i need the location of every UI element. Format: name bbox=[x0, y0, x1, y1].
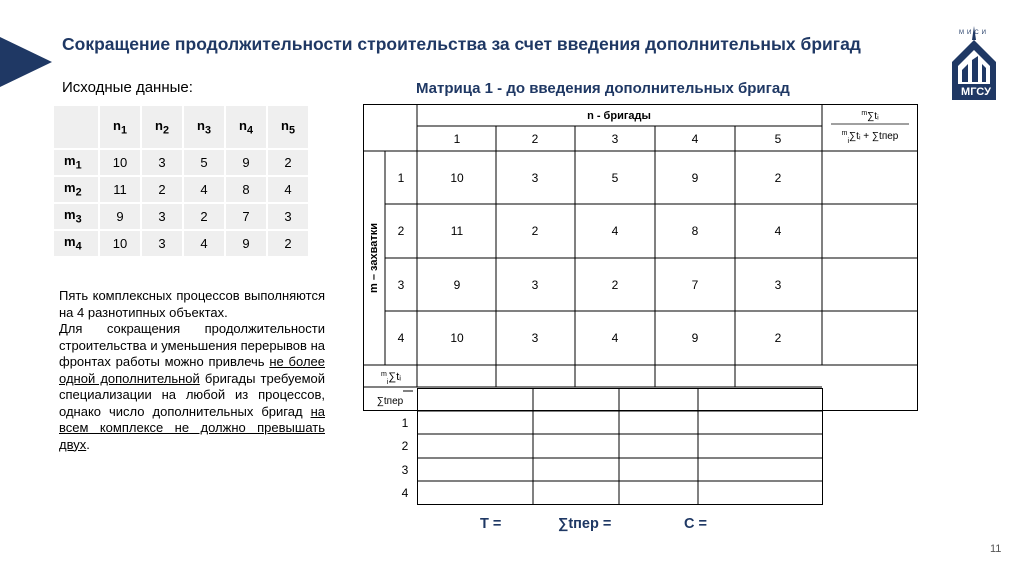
cell: 10 bbox=[100, 150, 140, 175]
matrix-cell: 10 bbox=[450, 171, 464, 185]
matrix-cell: 2 bbox=[611, 278, 619, 292]
cell: 4 bbox=[268, 177, 308, 202]
cell: 2 bbox=[142, 177, 182, 202]
slide-title: Сокращение продолжительности строительства за счет введения дополнительных бригад bbox=[62, 34, 861, 54]
cell: 3 bbox=[142, 204, 182, 229]
matrix-title: Матрица 1 - до введения дополнительных бригад bbox=[416, 80, 790, 97]
underlined-constraint-1: не более одной дополнительной bbox=[59, 354, 325, 386]
cell: 4 bbox=[184, 231, 224, 256]
cell: 9 bbox=[100, 204, 140, 229]
table-row bbox=[54, 150, 308, 175]
extra-row-number: 1 bbox=[401, 416, 409, 430]
task-description bbox=[59, 288, 325, 453]
cell: 5 bbox=[184, 150, 224, 175]
col-header-n4: $n_4$ bbox=[226, 106, 266, 148]
row-axis-label: m – захватки bbox=[368, 223, 380, 293]
matrix-col-number: 4 bbox=[691, 132, 699, 146]
matrix-row-number: 3 bbox=[397, 278, 405, 292]
source-data-heading: Исходные данные: bbox=[62, 79, 193, 96]
matrix-col-number: 2 bbox=[531, 132, 539, 146]
description-paragraph-1: Пять комплексных процессов выполняются на 4 разнотипных объектах. bbox=[59, 288, 325, 320]
description-paragraph-2: Для сокращения продолжительности строительства и уменьшения перерывов на фронтах работы можно привлечь не более одной дополнительной бригады требуемой специализации на любой из процессов, однако число дополнительных бригад на всем комплексе не должно превышать двух. bbox=[59, 321, 325, 452]
matrix-cell: 2 bbox=[774, 331, 782, 345]
source-table-corner bbox=[54, 106, 98, 148]
table-row bbox=[54, 177, 308, 202]
table-row bbox=[54, 231, 308, 256]
cell: 4 bbox=[184, 177, 224, 202]
matrix-col-number: 5 bbox=[774, 132, 782, 146]
matrix-col-numbers bbox=[454, 132, 782, 146]
matrix-header-label: n - бригады bbox=[587, 110, 651, 122]
cell: 8 bbox=[226, 177, 266, 202]
matrix-cell: 10 bbox=[450, 331, 464, 345]
logo-caption: МГСУ bbox=[961, 86, 991, 98]
source-data-table bbox=[52, 104, 310, 258]
cell: 2 bbox=[184, 204, 224, 229]
col-header-n3: $n_3$ bbox=[184, 106, 224, 148]
matrix-row-number: 2 bbox=[397, 224, 405, 238]
page-number: 11 bbox=[990, 543, 1002, 555]
cell: 2 bbox=[268, 150, 308, 175]
svg-text:m∑tᵢ: $^m$∑tᵢ bbox=[861, 110, 879, 122]
matrix-cell: 3 bbox=[531, 278, 539, 292]
underlined-constraint-2: на всем комплексе не должно превышать двух bbox=[59, 403, 325, 452]
cell: 7 bbox=[226, 204, 266, 229]
ratio-formula bbox=[831, 110, 909, 145]
matrix-1 bbox=[363, 104, 918, 411]
matrix-cell: 3 bbox=[531, 171, 539, 185]
cell: 2 bbox=[268, 231, 308, 256]
matrix-cell: 3 bbox=[531, 331, 539, 345]
col-header-n1: $n_1$ bbox=[100, 106, 140, 148]
cell: 9 bbox=[226, 231, 266, 256]
matrix-cell: 7 bbox=[691, 278, 699, 292]
matrix-cell: 4 bbox=[611, 224, 619, 238]
sum-breaks-label: ∑tпер = bbox=[558, 516, 612, 532]
extra-row-number: 4 bbox=[401, 486, 409, 500]
total-duration-label: T = bbox=[480, 516, 502, 532]
row-header-m4: $m_4$ bbox=[54, 231, 98, 256]
row-header-m2: $m_2$ bbox=[54, 177, 98, 202]
matrix-cell: 3 bbox=[774, 278, 782, 292]
matrix-row-number: 1 bbox=[397, 171, 405, 185]
col-header-n2: $n_2$ bbox=[142, 106, 182, 148]
matrix-cell: 8 bbox=[691, 224, 699, 238]
matrix-cell: 5 bbox=[611, 171, 619, 185]
cell: 10 bbox=[100, 231, 140, 256]
extra-row-number: 2 bbox=[401, 439, 409, 453]
matrix-cell: 9 bbox=[691, 331, 699, 345]
row-header-m1: $m_1$ bbox=[54, 150, 98, 175]
sum-ti-label: $^m_i$∑tᵢ bbox=[380, 371, 402, 386]
matrix-col-number: 3 bbox=[611, 132, 619, 146]
col-header-n5: $n_5$ bbox=[268, 106, 308, 148]
c-label: C = bbox=[684, 516, 707, 532]
cell: 3 bbox=[142, 150, 182, 175]
cell: 3 bbox=[268, 204, 308, 229]
cell: 3 bbox=[142, 231, 182, 256]
extra-row-number: 3 bbox=[401, 463, 409, 477]
matrix-cell: 11 bbox=[450, 224, 464, 238]
matrix-cell: 2 bbox=[774, 171, 782, 185]
cell: 11 bbox=[100, 177, 140, 202]
matrix-row-number: 4 bbox=[397, 331, 405, 345]
cell: 9 bbox=[226, 150, 266, 175]
matrix-cell: 9 bbox=[691, 171, 699, 185]
sum-tper-label: ∑tпер bbox=[376, 396, 404, 407]
table-row bbox=[54, 204, 308, 229]
source-table-header-row bbox=[54, 106, 308, 148]
logo-letters: МИСИ bbox=[959, 30, 989, 36]
brigade-extension-grid bbox=[385, 388, 825, 506]
matrix-cell: 9 bbox=[453, 278, 461, 292]
matrix-cell: 2 bbox=[531, 224, 539, 238]
row-header-m3: $m_3$ bbox=[54, 204, 98, 229]
matrix-cell: 4 bbox=[611, 331, 619, 345]
svg-text:mi∑tᵢ + ∑tпер: $^m_i$∑tᵢ + ∑tпер bbox=[841, 130, 899, 145]
matrix-cell: 4 bbox=[774, 224, 782, 238]
corner-triangle bbox=[0, 37, 52, 87]
matrix-col-number: 1 bbox=[453, 132, 461, 146]
